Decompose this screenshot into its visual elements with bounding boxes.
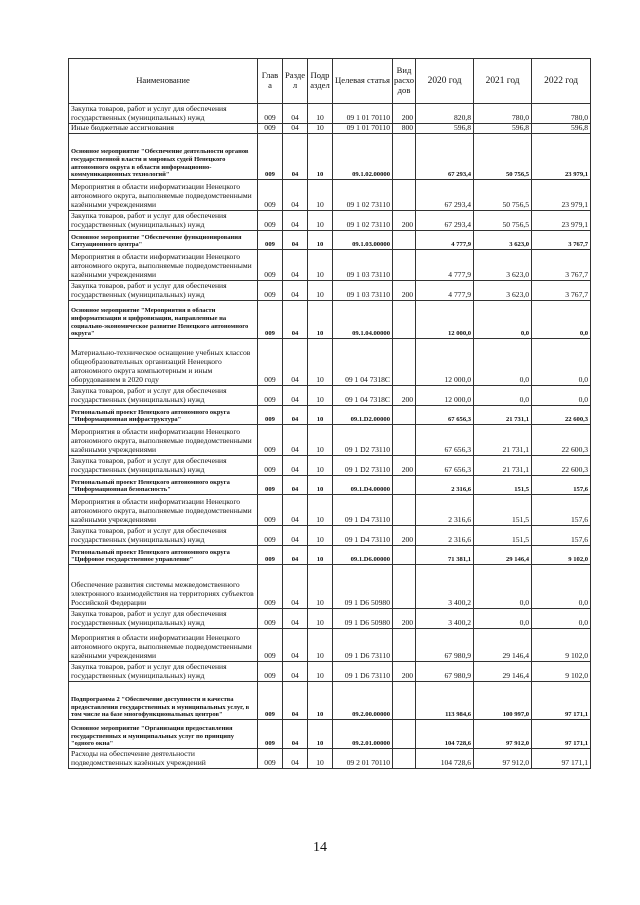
row-2020: 4 777,9 xyxy=(416,281,474,301)
row-exp-type: 200 xyxy=(393,281,416,301)
row-2021: 100 997,0 xyxy=(474,682,532,720)
row-2020: 71 381,1 xyxy=(416,546,474,565)
row-2021: 50 756,5 xyxy=(474,211,532,231)
row-2021: 0,0 xyxy=(474,339,532,386)
row-2022: 97 171,1 xyxy=(532,720,591,749)
header-row xyxy=(69,59,591,104)
row-chapter: 009 xyxy=(258,662,283,682)
row-subsection: 10 xyxy=(308,495,333,526)
row-section: 04 xyxy=(283,682,308,720)
row-2021: 97 912,0 xyxy=(474,720,532,749)
row-subsection: 10 xyxy=(308,104,333,124)
table-row xyxy=(69,662,591,682)
row-subsection: 10 xyxy=(308,124,333,134)
row-target: 09 1 D2 73110 xyxy=(333,425,393,456)
row-chapter: 009 xyxy=(258,231,283,250)
row-2022: 0,0 xyxy=(532,565,591,609)
row-exp-type xyxy=(393,134,416,180)
row-chapter: 009 xyxy=(258,250,283,281)
row-exp-type xyxy=(393,425,416,456)
row-2020: 4 777,9 xyxy=(416,231,474,250)
header-exp-type: Вид расхо дов xyxy=(393,59,416,104)
row-exp-type xyxy=(393,476,416,495)
row-chapter: 009 xyxy=(258,386,283,406)
row-target: 09 2 01 70110 xyxy=(333,749,393,769)
row-exp-type xyxy=(393,495,416,526)
row-exp-type xyxy=(393,565,416,609)
row-2022: 9 102,0 xyxy=(532,629,591,662)
row-2022: 3 767,7 xyxy=(532,231,591,250)
row-target: 09 1 D2 73110 xyxy=(333,456,393,476)
row-2022: 157,6 xyxy=(532,495,591,526)
row-exp-type: 200 xyxy=(393,662,416,682)
row-exp-type xyxy=(393,231,416,250)
table-row xyxy=(69,495,591,526)
row-chapter: 009 xyxy=(258,565,283,609)
row-2021: 50 756,5 xyxy=(474,180,532,211)
row-chapter: 009 xyxy=(258,526,283,546)
row-exp-type xyxy=(393,749,416,769)
row-name: Мероприятия в области информатизации Ненецкого автономного округа, выполняемые подведомственными казёнными учреждениями xyxy=(69,250,258,281)
row-2022: 3 767,7 xyxy=(532,250,591,281)
row-chapter: 009 xyxy=(258,339,283,386)
row-name: Обеспечение развития системы межведомственного электронного взаимодействия на территориях субъектов Российской Федерации xyxy=(69,565,258,609)
row-section: 04 xyxy=(283,124,308,134)
row-subsection: 10 xyxy=(308,749,333,769)
row-name: Иные бюджетные ассигнования xyxy=(69,124,258,134)
row-name: Мероприятия в области информатизации Ненецкого автономного округа, выполняемые подведомственными казёнными учреждениями xyxy=(69,495,258,526)
row-2020: 67 980,9 xyxy=(416,662,474,682)
row-subsection: 10 xyxy=(308,134,333,180)
row-chapter: 009 xyxy=(258,180,283,211)
row-section: 04 xyxy=(283,211,308,231)
row-chapter: 009 xyxy=(258,301,283,339)
row-2021: 0,0 xyxy=(474,565,532,609)
budget-table xyxy=(68,58,591,769)
header-name: Наименование xyxy=(69,59,258,104)
row-name: Закупка товаров, работ и услуг для обеспечения государственных (муниципальных) нужд xyxy=(69,456,258,476)
table-row xyxy=(69,386,591,406)
row-2020: 67 656,3 xyxy=(416,425,474,456)
row-2022: 23 979,1 xyxy=(532,134,591,180)
row-section: 04 xyxy=(283,231,308,250)
row-2022: 22 600,3 xyxy=(532,456,591,476)
row-2020: 2 316,6 xyxy=(416,495,474,526)
row-section: 04 xyxy=(283,629,308,662)
row-subsection: 10 xyxy=(308,629,333,662)
table-row xyxy=(69,134,591,180)
row-subsection: 10 xyxy=(308,406,333,425)
row-target: 09.2.00.00000 xyxy=(333,682,393,720)
row-target: 09 1 02 73110 xyxy=(333,180,393,211)
row-2022: 3 767,7 xyxy=(532,281,591,301)
row-2021: 780,0 xyxy=(474,104,532,124)
table-row xyxy=(69,406,591,425)
row-2022: 9 102,0 xyxy=(532,662,591,682)
row-2021: 596,8 xyxy=(474,124,532,134)
row-2021: 0,0 xyxy=(474,301,532,339)
row-chapter: 009 xyxy=(258,211,283,231)
row-2022: 0,0 xyxy=(532,301,591,339)
row-section: 04 xyxy=(283,281,308,301)
row-subsection: 10 xyxy=(308,250,333,281)
header-chapter: Глав а xyxy=(258,59,283,104)
row-2020: 820,8 xyxy=(416,104,474,124)
row-name: Основное мероприятие "Мероприятия в области информатизации и цифровизации, направленные на социально-экономическое развитие Ненецкого автономного округа" xyxy=(69,301,258,339)
table-row xyxy=(69,211,591,231)
row-subsection: 10 xyxy=(308,211,333,231)
row-2021: 29 146,4 xyxy=(474,546,532,565)
row-target: 09.1.04.00000 xyxy=(333,301,393,339)
row-section: 04 xyxy=(283,546,308,565)
row-target: 09 1 04 7318C xyxy=(333,339,393,386)
row-2021: 29 146,4 xyxy=(474,629,532,662)
row-chapter: 009 xyxy=(258,476,283,495)
row-name: Региональный проект Ненецкого автономного округа "Информационная безопасность" xyxy=(69,476,258,495)
row-2022: 97 171,1 xyxy=(532,682,591,720)
row-2020: 3 400,2 xyxy=(416,565,474,609)
row-subsection: 10 xyxy=(308,425,333,456)
row-section: 04 xyxy=(283,495,308,526)
row-section: 04 xyxy=(283,476,308,495)
row-2022: 23 979,1 xyxy=(532,180,591,211)
row-section: 04 xyxy=(283,662,308,682)
row-section: 04 xyxy=(283,301,308,339)
row-subsection: 10 xyxy=(308,565,333,609)
row-2020: 104 728,6 xyxy=(416,720,474,749)
row-target: 09.1.D4.00000 xyxy=(333,476,393,495)
row-chapter: 009 xyxy=(258,406,283,425)
row-chapter: 009 xyxy=(258,134,283,180)
row-target: 09.1.D2.00000 xyxy=(333,406,393,425)
row-2021: 21 731,1 xyxy=(474,425,532,456)
table-row xyxy=(69,720,591,749)
row-target: 09 1 04 7318C xyxy=(333,386,393,406)
row-exp-type xyxy=(393,682,416,720)
row-target: 09 1 03 73110 xyxy=(333,281,393,301)
row-subsection: 10 xyxy=(308,546,333,565)
table-row xyxy=(69,124,591,134)
row-chapter: 009 xyxy=(258,124,283,134)
row-chapter: 009 xyxy=(258,546,283,565)
row-section: 04 xyxy=(283,425,308,456)
row-target: 09 1 D4 73110 xyxy=(333,495,393,526)
row-section: 04 xyxy=(283,456,308,476)
row-2021: 3 623,0 xyxy=(474,250,532,281)
row-2020: 2 316,6 xyxy=(416,526,474,546)
row-2020: 2 316,6 xyxy=(416,476,474,495)
row-chapter: 009 xyxy=(258,629,283,662)
row-subsection: 10 xyxy=(308,281,333,301)
row-name: Подпрограмма 2 "Обеспечение доступности и качества предоставления государственных и муниципальных услуг, в том числе на базе многофункциональных центров" xyxy=(69,682,258,720)
row-chapter: 009 xyxy=(258,425,283,456)
row-section: 04 xyxy=(283,134,308,180)
row-section: 04 xyxy=(283,386,308,406)
header-2021: 2021 год xyxy=(474,59,532,104)
row-target: 09 1 D6 50980 xyxy=(333,565,393,609)
row-exp-type: 200 xyxy=(393,526,416,546)
table-row xyxy=(69,682,591,720)
row-subsection: 10 xyxy=(308,339,333,386)
row-name: Закупка товаров, работ и услуг для обеспечения государственных (муниципальных) нужд xyxy=(69,281,258,301)
row-exp-type xyxy=(393,406,416,425)
row-name: Закупка товаров, работ и услуг для обеспечения государственных (муниципальных) нужд xyxy=(69,609,258,629)
row-2021: 0,0 xyxy=(474,386,532,406)
row-target: 09 1 02 73110 xyxy=(333,211,393,231)
row-2022: 23 979,1 xyxy=(532,211,591,231)
page-number: 14 xyxy=(313,840,327,855)
row-exp-type xyxy=(393,629,416,662)
row-name: Закупка товаров, работ и услуг для обеспечения государственных (муниципальных) нужд xyxy=(69,526,258,546)
row-subsection: 10 xyxy=(308,662,333,682)
table-row xyxy=(69,104,591,124)
row-exp-type xyxy=(393,339,416,386)
row-section: 04 xyxy=(283,720,308,749)
row-target: 09 1 D6 73110 xyxy=(333,662,393,682)
row-2022: 157,6 xyxy=(532,476,591,495)
table-row xyxy=(69,476,591,495)
table-row xyxy=(69,546,591,565)
row-2022: 0,0 xyxy=(532,386,591,406)
row-name: Закупка товаров, работ и услуг для обеспечения государственных (муниципальных) нужд xyxy=(69,386,258,406)
row-2020: 67 293,4 xyxy=(416,211,474,231)
row-target: 09.1.03.00000 xyxy=(333,231,393,250)
header-subsection: Подр аздел xyxy=(308,59,333,104)
row-2020: 596,8 xyxy=(416,124,474,134)
row-2021: 29 146,4 xyxy=(474,662,532,682)
header-section: Разде л xyxy=(283,59,308,104)
row-subsection: 10 xyxy=(308,231,333,250)
row-2020: 12 000,0 xyxy=(416,339,474,386)
row-section: 04 xyxy=(283,104,308,124)
row-exp-type xyxy=(393,720,416,749)
row-section: 04 xyxy=(283,749,308,769)
row-2020: 12 000,0 xyxy=(416,301,474,339)
row-target: 09 1 01 70110 xyxy=(333,104,393,124)
row-exp-type: 200 xyxy=(393,104,416,124)
row-subsection: 10 xyxy=(308,720,333,749)
row-target: 09.1.02.00000 xyxy=(333,134,393,180)
row-exp-type: 200 xyxy=(393,386,416,406)
row-2020: 67 656,3 xyxy=(416,456,474,476)
row-subsection: 10 xyxy=(308,682,333,720)
row-section: 04 xyxy=(283,250,308,281)
row-subsection: 10 xyxy=(308,476,333,495)
table-row xyxy=(69,180,591,211)
header-2020: 2020 год xyxy=(416,59,474,104)
row-target: 09.2.01.00000 xyxy=(333,720,393,749)
row-name: Основное мероприятие "Обеспечение деятельности органов государственной власти и мировых судей Ненецкого автономного округа в области информационно-коммуникационных технологий" xyxy=(69,134,258,180)
row-name: Мероприятия в области информатизации Ненецкого автономного округа, выполняемые подведомственными казёнными учреждениями xyxy=(69,180,258,211)
row-chapter: 009 xyxy=(258,682,283,720)
row-section: 04 xyxy=(283,526,308,546)
row-2021: 0,0 xyxy=(474,609,532,629)
row-name: Основное мероприятие "Обеспечение функционирования Ситуационного центра" xyxy=(69,231,258,250)
row-2021: 3 623,0 xyxy=(474,231,532,250)
row-2021: 21 731,1 xyxy=(474,456,532,476)
row-2021: 151,5 xyxy=(474,495,532,526)
table-row xyxy=(69,629,591,662)
row-2020: 67 293,4 xyxy=(416,180,474,211)
row-2022: 22 600,3 xyxy=(532,406,591,425)
row-exp-type xyxy=(393,546,416,565)
row-target: 09 1 D6 73110 xyxy=(333,629,393,662)
row-exp-type: 200 xyxy=(393,456,416,476)
row-chapter: 009 xyxy=(258,281,283,301)
table-row xyxy=(69,339,591,386)
row-name: Материально-техническое оснащение учебных классов общеобразовательных организаций Ненецкого автономного округа компьютерным и иным оборудованием в 2020 году xyxy=(69,339,258,386)
row-2020: 104 728,6 xyxy=(416,749,474,769)
row-exp-type: 200 xyxy=(393,609,416,629)
table-row xyxy=(69,281,591,301)
row-2022: 0,0 xyxy=(532,339,591,386)
table-row xyxy=(69,231,591,250)
row-2021: 151,5 xyxy=(474,526,532,546)
row-chapter: 009 xyxy=(258,609,283,629)
row-subsection: 10 xyxy=(308,386,333,406)
table-row xyxy=(69,749,591,769)
table-row xyxy=(69,301,591,339)
row-chapter: 009 xyxy=(258,749,283,769)
row-2020: 67 293,4 xyxy=(416,134,474,180)
row-section: 04 xyxy=(283,180,308,211)
table-row xyxy=(69,565,591,609)
header-2022: 2022 год xyxy=(532,59,591,104)
row-subsection: 10 xyxy=(308,180,333,211)
row-2022: 22 600,3 xyxy=(532,425,591,456)
table-row xyxy=(69,425,591,456)
row-2022: 0,0 xyxy=(532,609,591,629)
row-subsection: 10 xyxy=(308,609,333,629)
row-2020: 4 777,9 xyxy=(416,250,474,281)
row-subsection: 10 xyxy=(308,526,333,546)
table-row xyxy=(69,250,591,281)
row-2021: 97 912,0 xyxy=(474,749,532,769)
row-2022: 9 102,0 xyxy=(532,546,591,565)
row-exp-type xyxy=(393,301,416,339)
row-2021: 50 756,5 xyxy=(474,134,532,180)
row-subsection: 10 xyxy=(308,456,333,476)
row-exp-type: 200 xyxy=(393,211,416,231)
row-chapter: 009 xyxy=(258,720,283,749)
row-2022: 596,8 xyxy=(532,124,591,134)
row-exp-type xyxy=(393,180,416,211)
row-section: 04 xyxy=(283,406,308,425)
row-target: 09 1 D4 73110 xyxy=(333,526,393,546)
row-2020: 67 656,3 xyxy=(416,406,474,425)
table-row xyxy=(69,456,591,476)
row-target: 09 1 D6 50980 xyxy=(333,609,393,629)
row-name: Мероприятия в области информатизации Ненецкого автономного округа, выполняемые подведомственными казёнными учреждениями xyxy=(69,629,258,662)
row-name: Региональный проект Ненецкого автономного округа "Цифровое государственное управление" xyxy=(69,546,258,565)
table-row xyxy=(69,526,591,546)
row-subsection: 10 xyxy=(308,301,333,339)
row-2021: 21 731,1 xyxy=(474,406,532,425)
row-target: 09 1 03 73110 xyxy=(333,250,393,281)
row-2022: 157,6 xyxy=(532,526,591,546)
row-chapter: 009 xyxy=(258,495,283,526)
row-name: Расходы на обеспечение деятельности подведомственных казённых учреждений xyxy=(69,749,258,769)
row-2020: 67 980,9 xyxy=(416,629,474,662)
table-row xyxy=(69,609,591,629)
row-name: Основное мероприятие "Организация предоставления государственных и муниципальных услуг по принципу "одного окна" xyxy=(69,720,258,749)
row-exp-type: 800 xyxy=(393,124,416,134)
row-2020: 3 400,2 xyxy=(416,609,474,629)
row-name: Закупка товаров, работ и услуг для обеспечения государственных (муниципальных) нужд xyxy=(69,662,258,682)
row-name: Закупка товаров, работ и услуг для обеспечения государственных (муниципальных) нужд xyxy=(69,211,258,231)
row-chapter: 009 xyxy=(258,104,283,124)
row-name: Мероприятия в области информатизации Ненецкого автономного округа, выполняемые подведомственными казёнными учреждениями xyxy=(69,425,258,456)
row-2020: 113 984,6 xyxy=(416,682,474,720)
row-2020: 12 000,0 xyxy=(416,386,474,406)
row-section: 04 xyxy=(283,565,308,609)
row-2022: 780,0 xyxy=(532,104,591,124)
row-name: Региональный проект Ненецкого автономного округа "Информационная инфраструктура" xyxy=(69,406,258,425)
header-target: Целевая статья xyxy=(333,59,393,104)
row-section: 04 xyxy=(283,339,308,386)
row-name: Закупка товаров, работ и услуг для обеспечения государственных (муниципальных) нужд xyxy=(69,104,258,124)
row-target: 09.1.D6.00000 xyxy=(333,546,393,565)
row-section: 04 xyxy=(283,609,308,629)
row-exp-type xyxy=(393,250,416,281)
row-2022: 97 171,1 xyxy=(532,749,591,769)
row-chapter: 009 xyxy=(258,456,283,476)
row-2021: 3 623,0 xyxy=(474,281,532,301)
row-target: 09 1 01 70110 xyxy=(333,124,393,134)
row-2021: 151,5 xyxy=(474,476,532,495)
